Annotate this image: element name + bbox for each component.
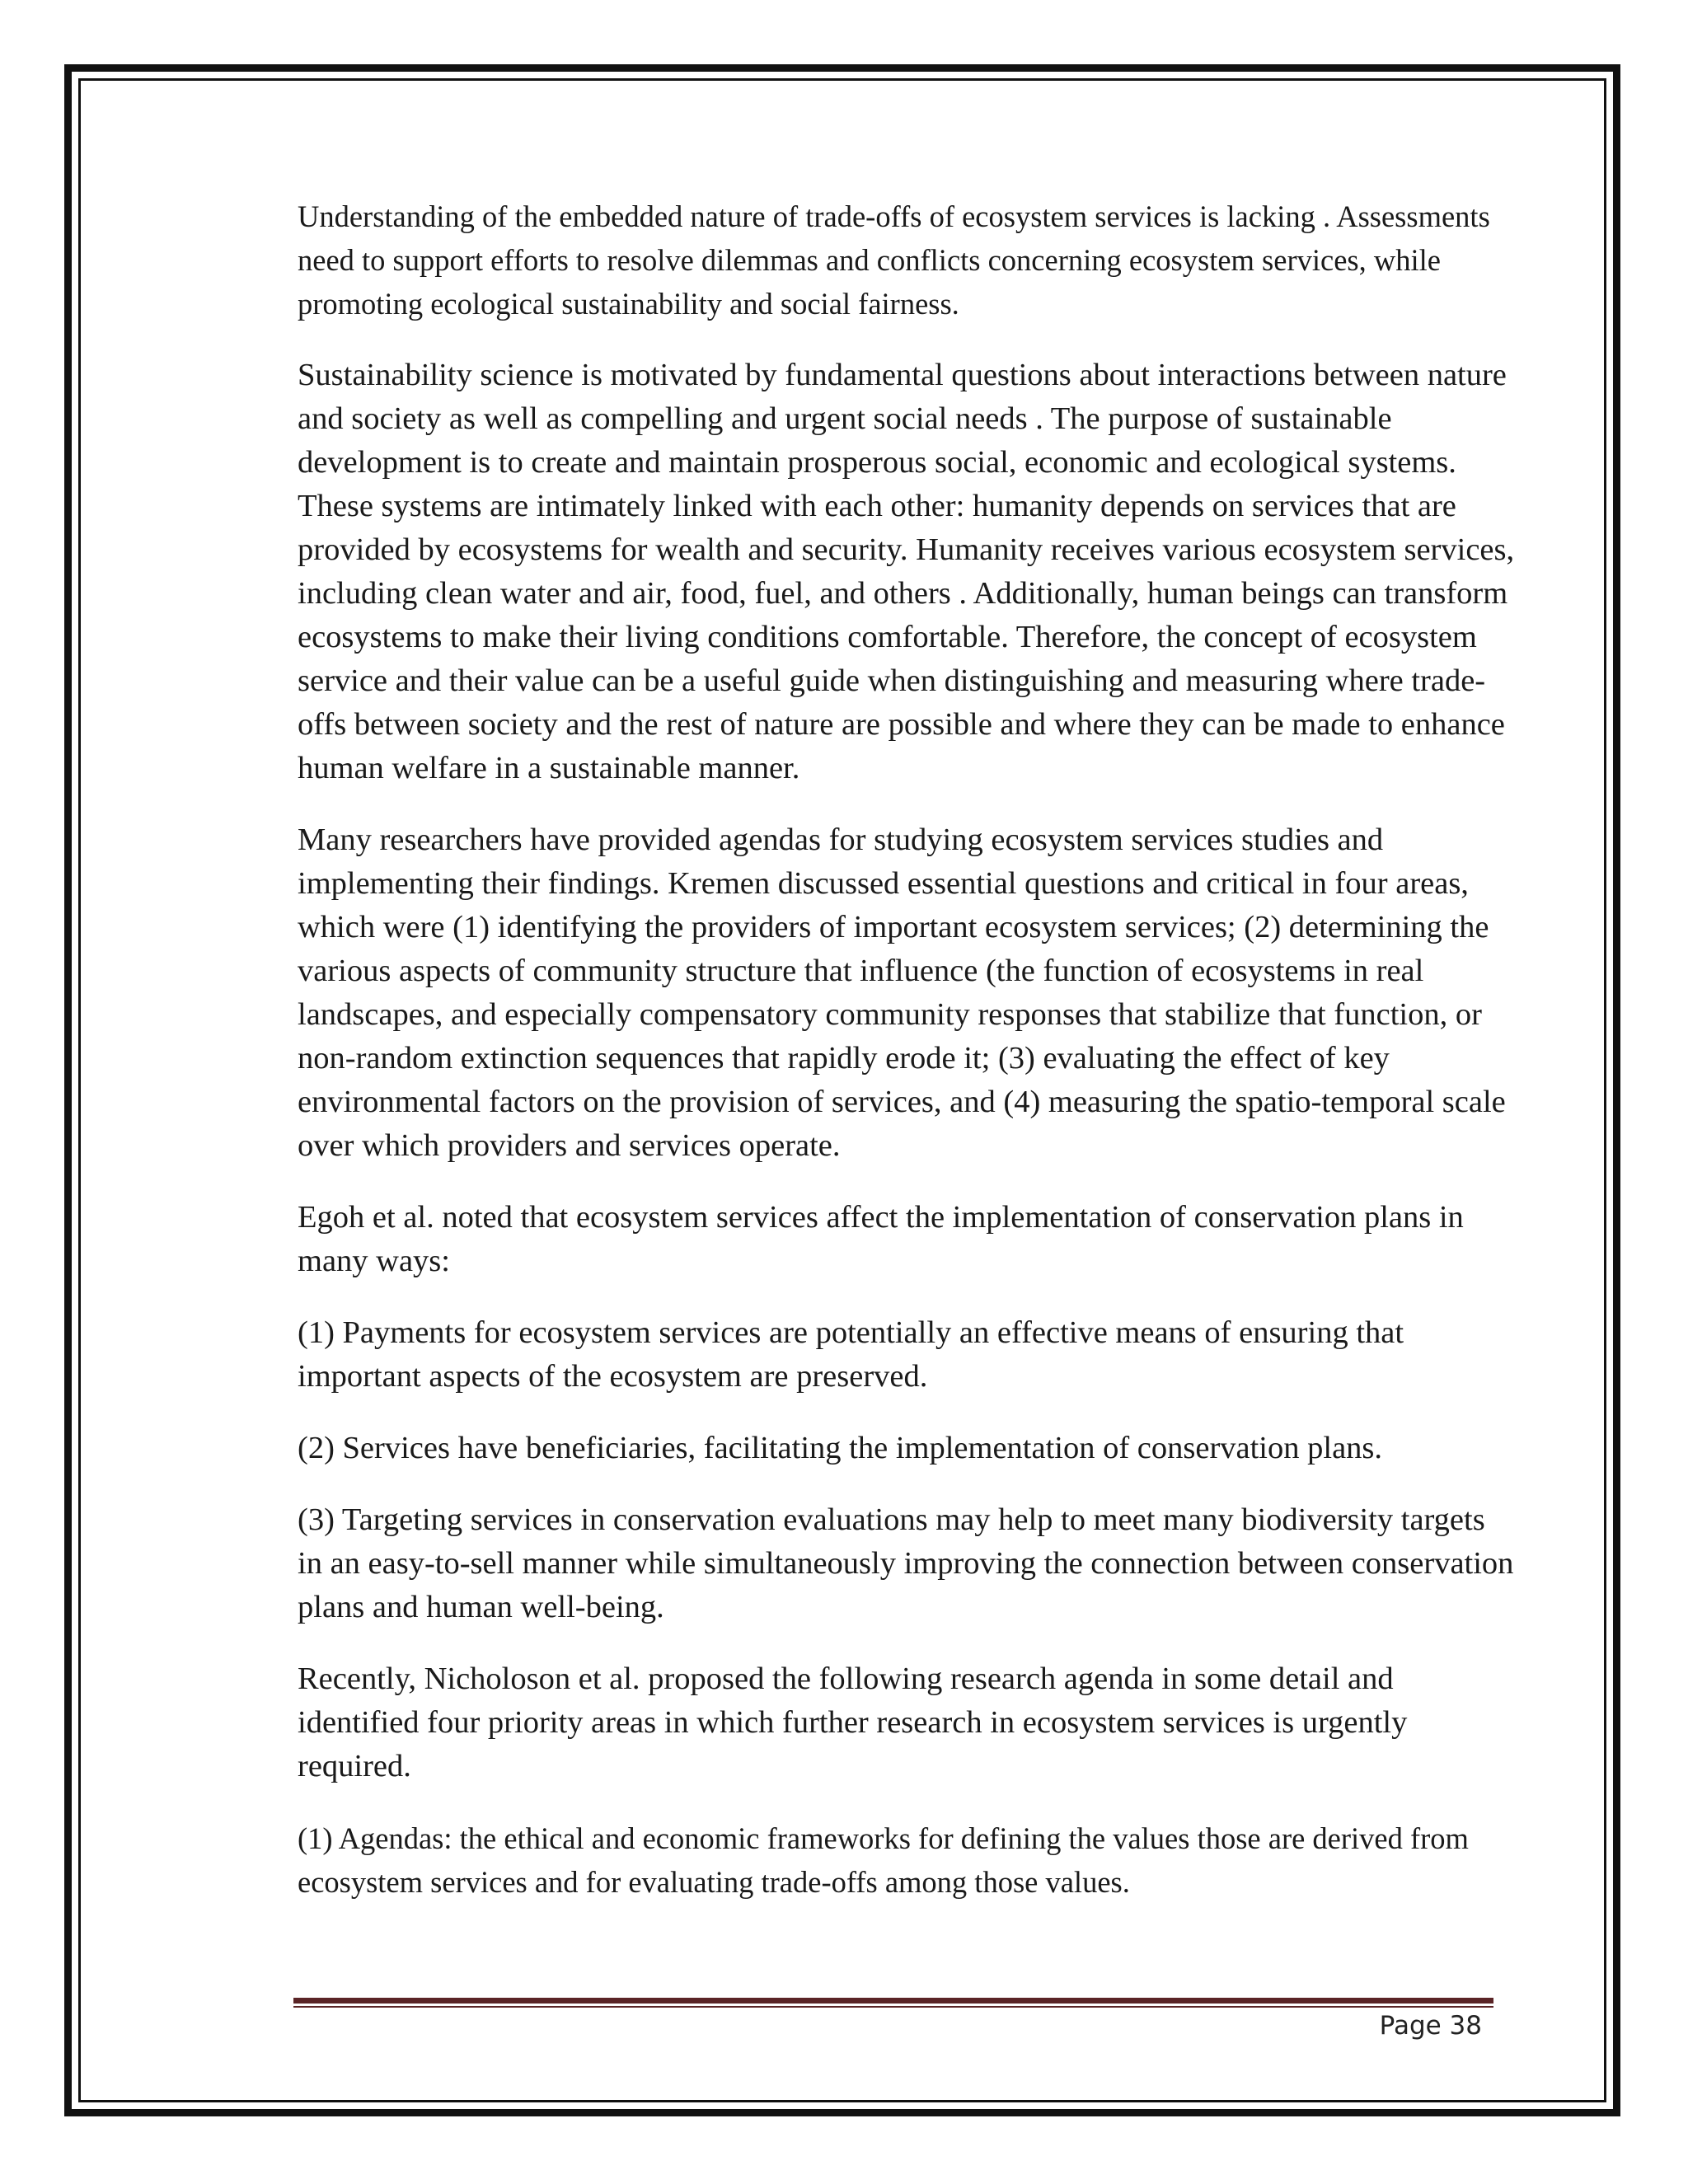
paragraph-sustainability-science: Sustainability science is motivated by fundamental questions about interactions between nature and society as well as compelling and urgent social needs . The purpose of sustainable development is to create and maintain prosperous social, economic and ecological systems. These systems are intimately linked with each other: humanity depends on services that are provided by ecosystems for wealth and security. Humanity receives various ecosystem services, including clean water and air, food, fuel, and others . Additionally, human beings can transform ecosystems to make their living conditions comfortable. Therefore, the concept of ecosystem service and their value can be a useful guide when distinguishing and measuring where trade-offs between society and the rest of nature are possible and where they can be made to enhance human welfare in a sustainable manner. [298, 358, 1515, 785]
footer-rule-thick [293, 1998, 1493, 2004]
document-body [298, 194, 1517, 1932]
paragraph-nicholoson: Recently, Nicholoson et al. proposed the following research agenda in some detail and identified four priority areas in which further research in ecosystem services is urgently required. [298, 1661, 1408, 1783]
page-number: Page 38 [1379, 2011, 1482, 2041]
list-item-agendas: (1) Agendas: the ethical and economic frameworks for defining the values those are derived from ecosystem services and for evaluating trade-offs among those values. [298, 1821, 1469, 1899]
paragraph-research-agendas: Many researchers have provided agendas for studying ecosystem services studies and implementing their findings. Kremen discussed essential questions and critical in four areas, which were (1) identifying the providers of important ecosystem services; (2) determining the various aspects of community structure that influence (the function of ecosystems in real landscapes, and especially compensatory community responses that stabilize that function, or non-random extinction sequences that rapidly erode it; (3) evaluating the effect of key environmental factors on the provision of services, and (4) measuring the spatio-temporal scale over which providers and services operate. [298, 823, 1506, 1163]
list-item-payments: (1) Payments for ecosystem services are potentially an effective means of ensuring that important aspects of the ecosystem are preserved. [298, 1315, 1404, 1394]
paragraph-egoh-intro: Egoh et al. noted that ecosystem services affect the implementation of conservation plans in many ways: [298, 1200, 1464, 1278]
paragraph-tradeoffs: Understanding of the embedded nature of trade-offs of ecosystem services is lacking . Assessments need to support efforts to resolve dilemmas and conflicts concerning ecosystem services, while promoting ecological sustainability and social fairness. [298, 199, 1490, 321]
footer-rule-thin [293, 2006, 1493, 2008]
footer-rule [293, 1998, 1493, 2009]
list-item-targeting: (3) Targeting services in conservation evaluations may help to meet many biodiversity targets in an easy-to-sell manner while simultaneously improving the connection between conservation plans and human well-being. [298, 1502, 1514, 1624]
list-item-beneficiaries: (2) Services have beneficiaries, facilitating the implementation of conservation plans. [298, 1431, 1383, 1465]
